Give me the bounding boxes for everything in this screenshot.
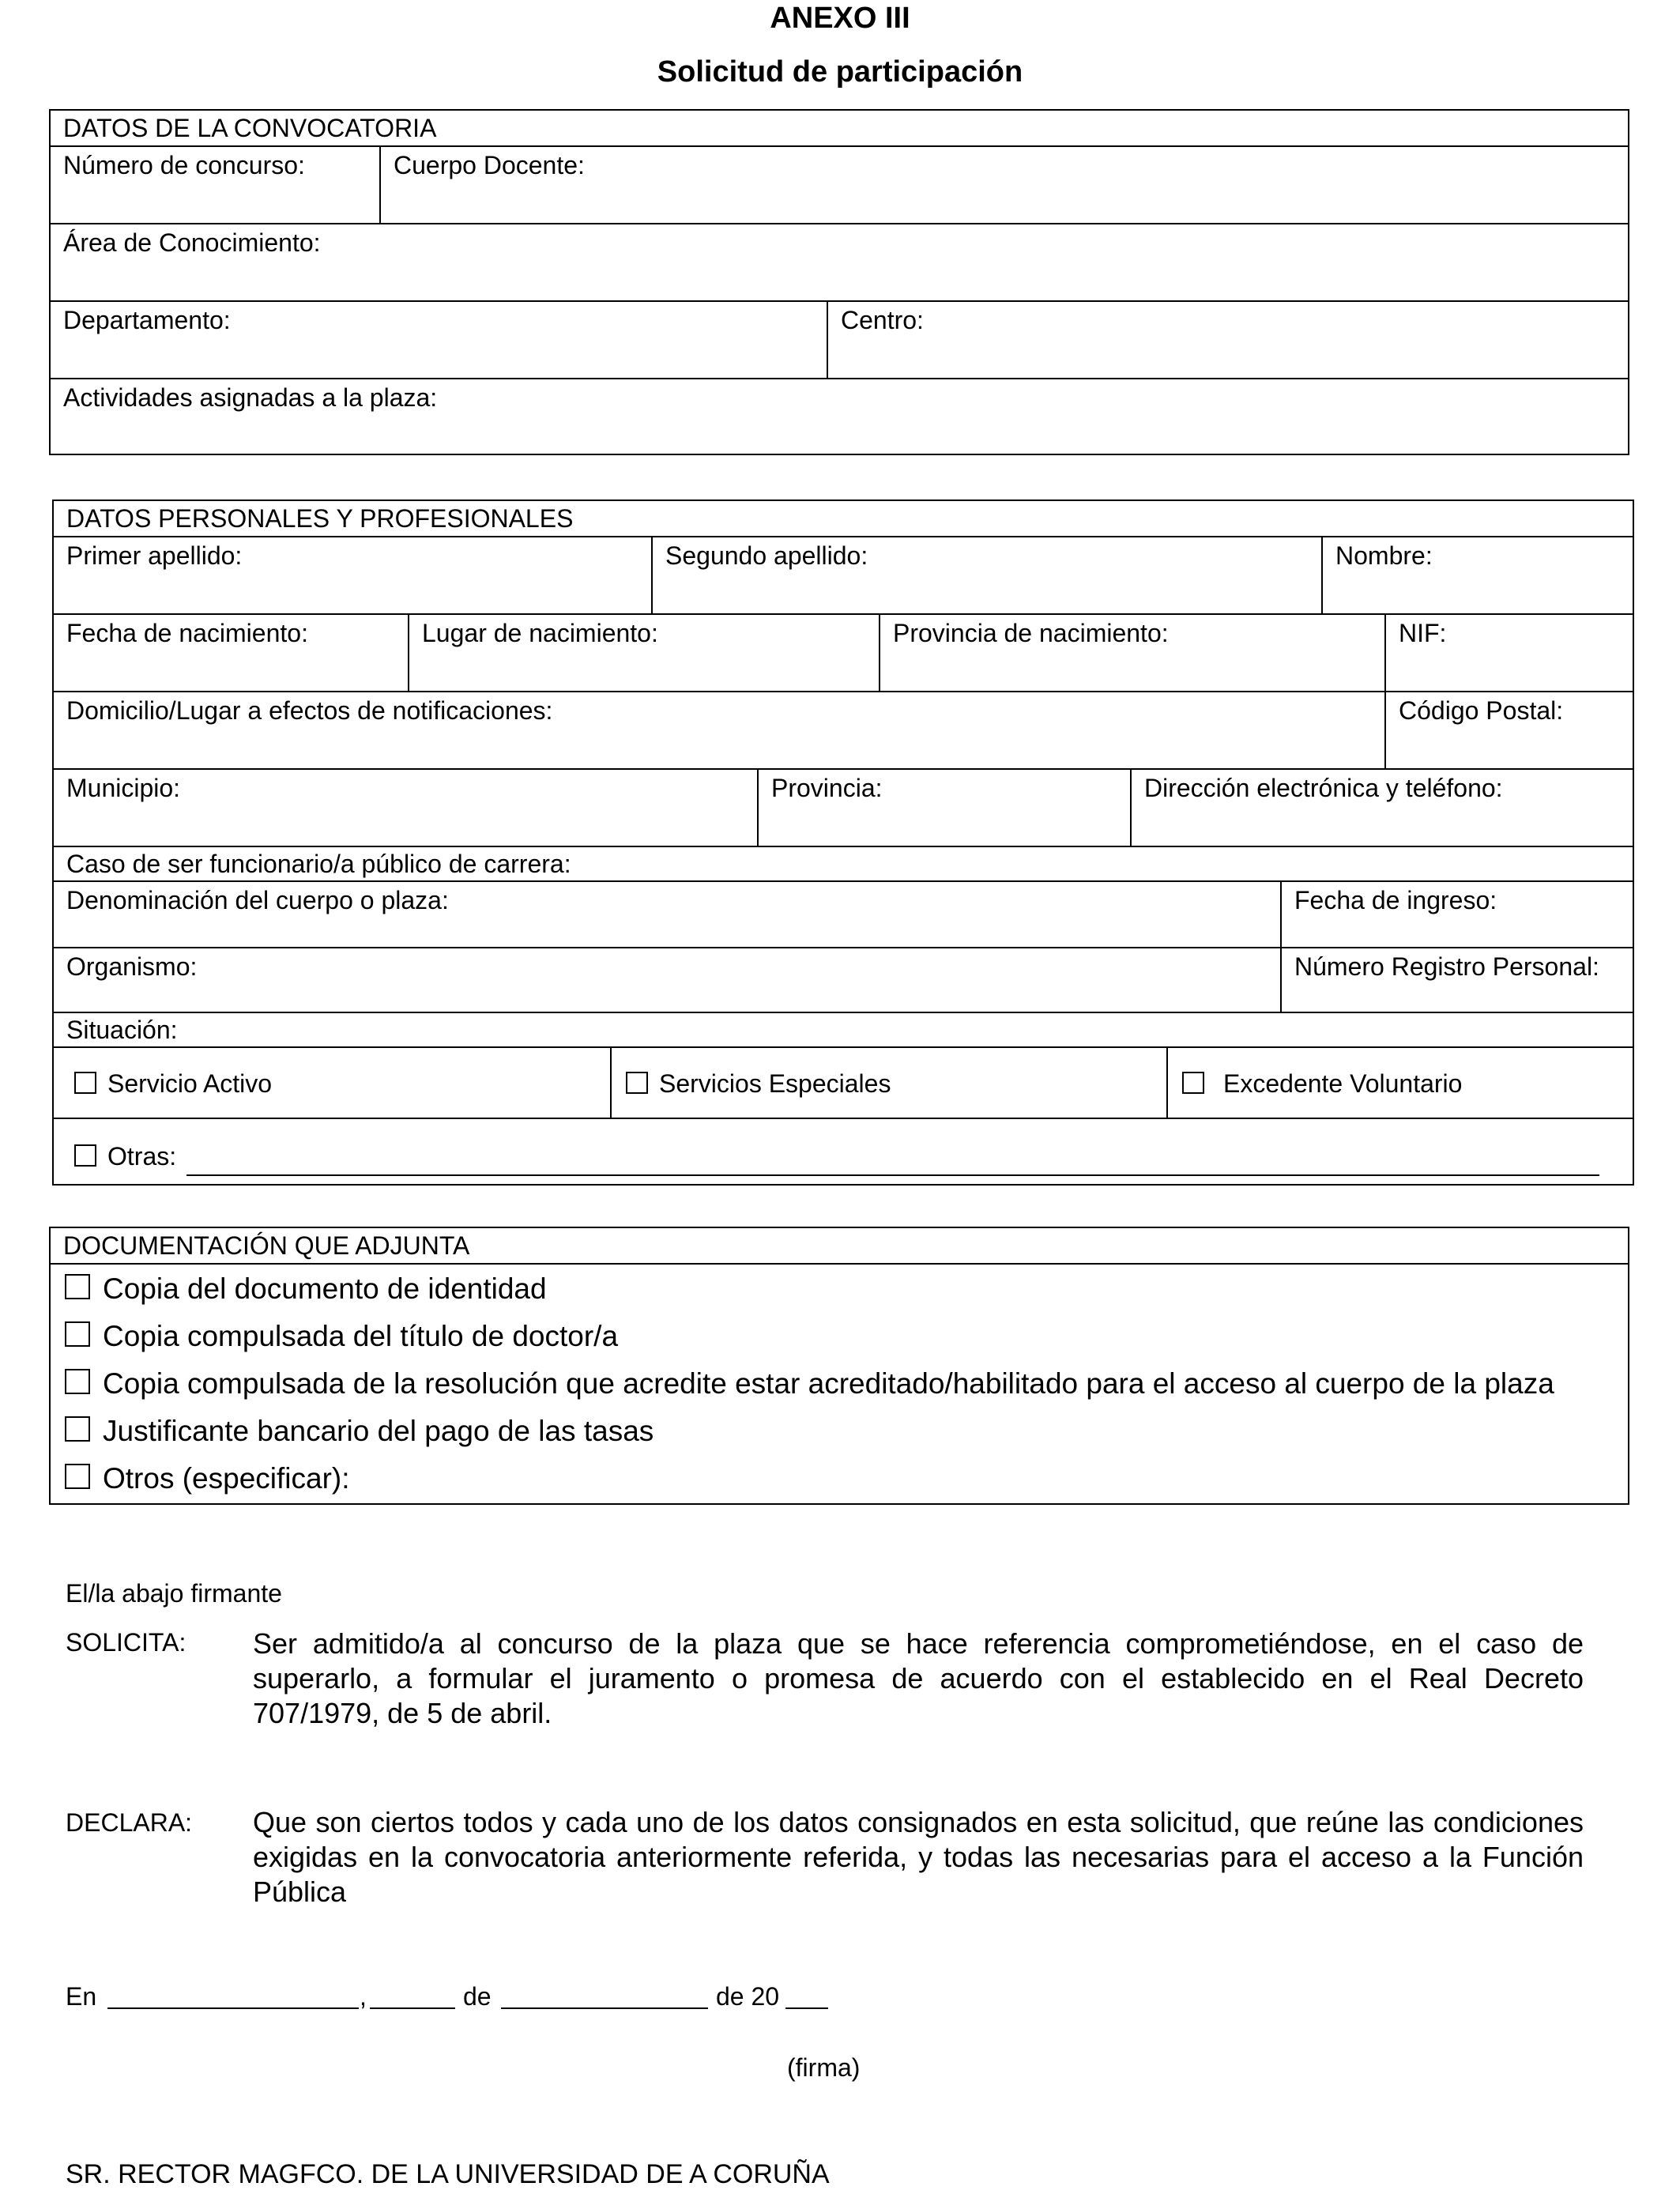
solicita-label: SOLICITA: (66, 1628, 186, 1657)
field-nif[interactable]: NIF: (1384, 615, 1633, 691)
fecha-comma: , (360, 1982, 367, 2011)
declara-text: Que son ciertos todos y cada uno de los datos consignados en esta solicitud, que reúne las condiciones exigidas en la convocatoria anteriormente referida, y todas las necesarias para el acceso a la Función Pública (253, 1806, 1584, 1908)
doc-label: Justificante bancario del pago de las tasas (103, 1415, 654, 1447)
field-provincia-nacimiento[interactable]: Provincia de nacimiento: (879, 615, 1384, 691)
doc-label: Otros (especificar): (103, 1462, 350, 1495)
checkbox-excedente-voluntario[interactable] (1182, 1072, 1204, 1094)
checkbox-servicio-activo[interactable] (74, 1072, 96, 1094)
field-fecha-ingreso[interactable]: Fecha de ingreso: (1280, 882, 1633, 947)
fecha-de: de (463, 1982, 492, 2011)
field-numero-concurso[interactable]: Número de concurso: (63, 151, 305, 179)
field-direccion-telefono[interactable]: Dirección electrónica y teléfono: (1130, 770, 1633, 846)
option-label: Servicio Activo (107, 1069, 273, 1098)
checkbox-doc-identidad[interactable] (65, 1274, 90, 1299)
field-actividades[interactable]: Actividades asignadas a la plaza: (63, 383, 438, 412)
fecha-mes-line[interactable] (501, 2007, 708, 2009)
funcionario-label: Caso de ser funcionario/a público de carrera: (66, 850, 571, 878)
field-nombre[interactable]: Nombre: (1321, 537, 1633, 613)
field-municipio[interactable]: Municipio: (66, 774, 181, 802)
option-servicios-especiales[interactable] (610, 1048, 1166, 1118)
doc-item[interactable] (65, 1367, 1554, 1400)
field-departamento[interactable]: Departamento: (63, 306, 231, 334)
checkbox-servicios-especiales[interactable] (626, 1072, 648, 1094)
field-codigo-postal[interactable]: Código Postal: (1384, 692, 1633, 768)
option-label: Otras: (107, 1142, 177, 1171)
fecha-lugar-line[interactable] (107, 2007, 359, 2009)
situacion-label: Situación: (66, 1016, 178, 1044)
doc-item[interactable] (65, 1320, 618, 1353)
section-personales (52, 499, 1634, 1186)
field-primer-apellido[interactable]: Primer apellido: (66, 541, 243, 570)
field-registro-personal[interactable]: Número Registro Personal: (1280, 948, 1633, 1012)
section-header: DOCUMENTACIÓN QUE ADJUNTA (63, 1231, 470, 1260)
option-label: Excedente Voluntario (1223, 1069, 1463, 1098)
section-convocatoria (49, 109, 1629, 455)
field-provincia[interactable]: Provincia: (757, 770, 1130, 846)
checkbox-otros[interactable] (65, 1464, 90, 1489)
field-lugar-nacimiento[interactable]: Lugar de nacimiento: (408, 615, 879, 691)
doc-item[interactable] (65, 1415, 654, 1448)
doc-label: Copia del documento de identidad (103, 1272, 547, 1305)
section-header: DATOS DE LA CONVOCATORIA (63, 114, 437, 142)
checkbox-otras[interactable] (74, 1144, 96, 1167)
field-segundo-apellido[interactable]: Segundo apellido: (651, 537, 1321, 613)
fecha-en: En (66, 1982, 97, 2011)
checkbox-titulo-doctor[interactable] (65, 1321, 90, 1347)
destinatario: SR. RECTOR MAGFCO. DE LA UNIVERSIDAD DE A CORUÑA (66, 2159, 830, 2189)
field-fecha-nacimiento[interactable]: Fecha de nacimiento: (66, 619, 308, 647)
firmante-intro: El/la abajo firmante (66, 1579, 282, 1608)
otras-line[interactable] (186, 1174, 1599, 1176)
section-documentacion (49, 1227, 1629, 1505)
field-centro[interactable]: Centro: (827, 302, 1628, 378)
firma-label: (firma) (787, 2053, 861, 2082)
solicita-text: Ser admitido/a al concurso de la plaza que se hace referencia comprometiéndose, en el caso de superarlo, a formular el juramento o promesa de acuerdo con el establecido en el Real Decreto 707/1979, de 5 de abril. (253, 1627, 1584, 1729)
field-organismo[interactable]: Organismo: (66, 952, 198, 981)
field-domicilio[interactable]: Domicilio/Lugar a efectos de notificaciones: (66, 696, 553, 725)
option-label: Servicios Especiales (659, 1069, 891, 1098)
checkbox-justificante[interactable] (65, 1416, 90, 1442)
option-servicio-activo[interactable] (54, 1048, 610, 1118)
page-subtitle: Solicitud de participación (657, 55, 1023, 89)
checkbox-resolucion[interactable] (65, 1369, 90, 1394)
doc-label: Copia compulsada del título de doctor/a (103, 1320, 619, 1352)
doc-item[interactable] (65, 1462, 350, 1495)
field-denominacion[interactable]: Denominación del cuerpo o plaza: (66, 886, 449, 914)
doc-item[interactable] (65, 1272, 547, 1306)
fecha-ano-line[interactable] (785, 2007, 828, 2009)
fecha-de20: de 20 (716, 1982, 780, 2011)
doc-label: Copia compulsada de la resolución que acredite estar acreditado/habilitado para el acceso al cuerpo de la plaza (103, 1367, 1554, 1400)
declara-label: DECLARA: (66, 1808, 193, 1837)
option-excedente-voluntario[interactable] (1166, 1048, 1633, 1118)
section-header: DATOS PERSONALES Y PROFESIONALES (66, 504, 574, 533)
fecha-dia-line[interactable] (370, 2007, 455, 2009)
page-title: ANEXO III (770, 2, 910, 35)
field-area-conocimiento[interactable]: Área de Conocimiento: (63, 228, 321, 257)
field-cuerpo-docente[interactable]: Cuerpo Docente: (379, 147, 1628, 223)
